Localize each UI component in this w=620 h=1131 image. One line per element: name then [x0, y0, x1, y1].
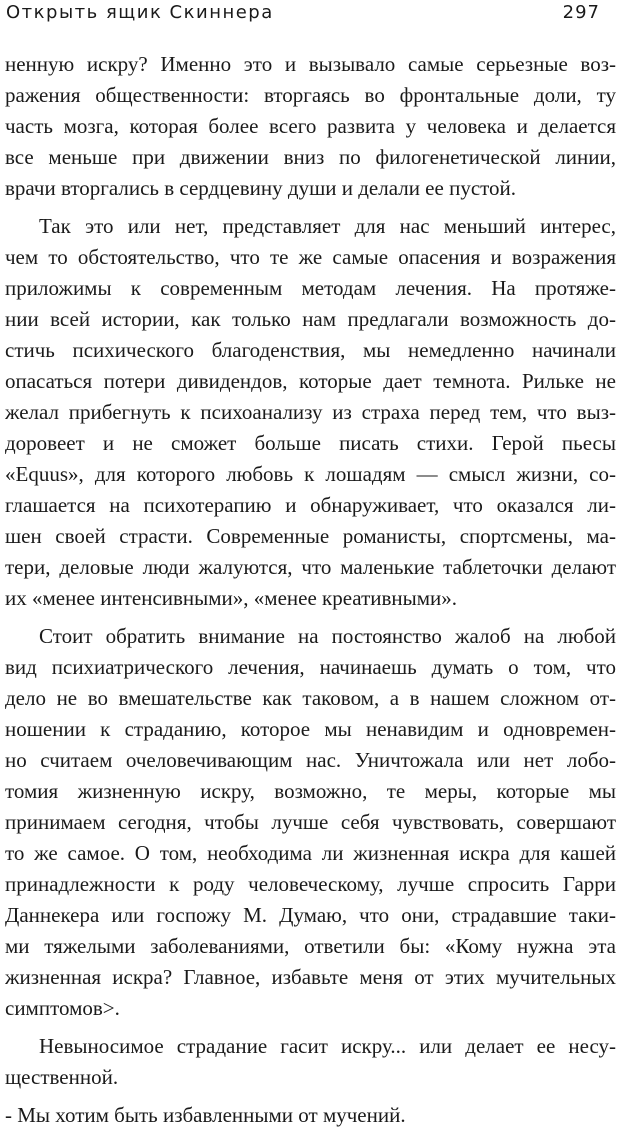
running-title: Открыть ящик Скиннера: [6, 2, 274, 23]
text-line: тери, деловые люди жалуются, что маленькие таблеточки делают: [5, 555, 616, 579]
text-line: ражения общественности: вторгаясь во фронтальные доли, ту: [5, 83, 616, 107]
text-line: Так это или нет, представляет для нас меньший интерес,: [39, 214, 616, 238]
text-line: ношении к страданию, которое мы ненавидим и одновремен-: [5, 717, 616, 741]
running-header: [6, 0, 600, 26]
text-line: принимаем сегодня, чтобы лучше себя чувствовать, совершают: [5, 810, 616, 834]
text-line: «Equus», для которого любовь к лошадям — смысл жизни, со-: [5, 462, 616, 486]
paragraph: [5, 1031, 616, 1093]
text-line: нии всей истории, как только нам предлагали возможность до-: [5, 307, 616, 331]
text-line: Даннекера или госпожу М. Думаю, что они, страдавшие таки-: [5, 903, 616, 927]
text-line: Невыносимое страдание гасит искру... или делает ее несу-: [39, 1034, 616, 1058]
text-line: доровеет и не сможет больше писать стихи. Герой пьесы: [5, 431, 616, 455]
text-line: врачи вторгались в сердцевину души и делали ее пустой.: [5, 176, 517, 200]
paragraph-gap: [5, 204, 616, 211]
body-text: [5, 49, 616, 1131]
text-line: глашается на психотерапию и обнаруживает, что оказался ли-: [5, 493, 616, 517]
text-line: жизненная искра? Главное, избавьте меня от этих мучительных: [5, 965, 616, 989]
text-line: ненную искру? Именно это и вызывало самые серьезные воз-: [5, 52, 616, 76]
paragraph: [5, 621, 616, 1024]
paragraph-gap: [5, 614, 616, 621]
paragraph-gap: [5, 1024, 616, 1031]
text-line: их «менее интенсивными», «менее креативными».: [5, 586, 458, 610]
text-line: вид психиатрического лечения, начинаешь думать о том, что: [5, 655, 616, 679]
text-line: то же самое. О том, необходима ли жизненная искра для кашей: [5, 841, 616, 865]
text-line: все меньше при движении вниз по филогенетической линии,: [5, 145, 616, 169]
text-line: щественной.: [5, 1065, 119, 1089]
text-line: Стоит обратить внимание на постоянство жалоб на любой: [39, 624, 616, 648]
text-line: ми тяжелыми заболеваниями, ответили бы: «Кому нужна эта: [5, 934, 616, 958]
paragraph-gap: [5, 1093, 616, 1100]
text-line: желал прибегнуть к психоанализу из страха перед тем, что выз-: [5, 400, 616, 424]
page-number: 297: [562, 2, 600, 23]
paragraph: [5, 1100, 616, 1131]
text-line: опасаться потери дивидендов, которые дает темнота. Рильке не: [5, 369, 616, 393]
paragraph: [5, 211, 616, 614]
text-line: но считаем очеловечивающим нас. Уничтожала или нет лобо-: [5, 748, 616, 772]
text-line: шен своей страсти. Современные романисты, спортсмены, ма-: [5, 524, 616, 548]
text-line: - Мы хотим быть избавленными от мучений.: [5, 1103, 406, 1127]
text-line: симптомов>.: [5, 996, 120, 1020]
text-line: приложимы к современным методам лечения. На протяже-: [5, 276, 616, 300]
text-line: чем то обстоятельство, что те же самые опасения и возражения: [5, 245, 616, 269]
paragraph: [5, 49, 616, 204]
text-line: стичь психического благоденствия, мы немедленно начинали: [5, 338, 616, 362]
text-line: часть мозга, которая более всего развита у человека и делается: [5, 114, 616, 138]
text-line: томия жизненную искру, возможно, те меры, которые мы: [5, 779, 616, 803]
text-line: принадлежности к роду человеческому, лучше спросить Гарри: [5, 872, 616, 896]
text-line: дело не во вмешательстве как таковом, а в нашем сложном от-: [5, 686, 616, 710]
